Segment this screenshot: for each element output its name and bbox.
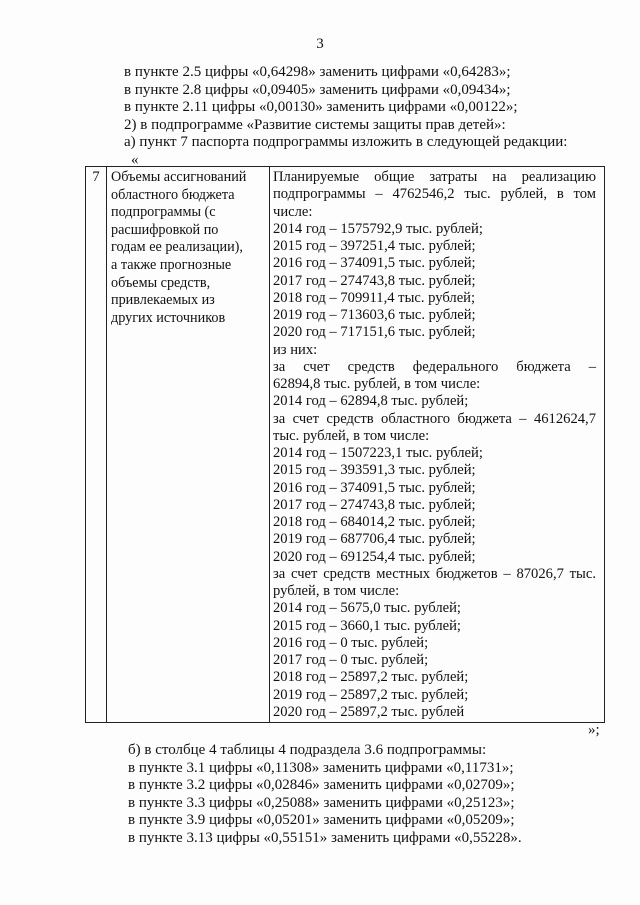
content-line: 62894,8 тыс. рублей, в том числе: <box>273 376 481 392</box>
content-line: 2014 год – 62894,8 тыс. рублей; <box>273 393 469 410</box>
content-line: 2015 год – 397251,4 тыс. рублей; <box>273 238 476 254</box>
item-name-line: расшифровкой по <box>111 221 219 238</box>
item-name-line: привлекаемых из <box>111 292 215 309</box>
item-name-line: объемы средств, <box>111 274 211 291</box>
content-line: 2018 год – 25897,2 тыс. рублей; <box>273 669 469 686</box>
content-line: 2019 год – 713603,6 тыс. рублей; <box>273 307 476 323</box>
table-row <box>86 167 605 723</box>
content-line: за счет средств местных бюджетов – 87026,7 тыс. <box>273 565 596 582</box>
intro-line: в пункте 2.11 цифры «0,00130» заменить цифрами «0,00122»; <box>124 99 518 116</box>
outro-line: б) в столбце 4 таблицы 4 подраздела 3.6 подпрограммы: <box>128 742 487 758</box>
content-line: 2017 год – 0 тыс. рублей; <box>273 652 429 668</box>
item-name-line: подпрограммы (с <box>111 204 216 221</box>
outro-line: в пункте 3.3 цифры «0,25088» заменить цифрами «0,25123»; <box>128 794 515 811</box>
content-line: 2018 год – 684014,2 тыс. рублей; <box>273 514 476 530</box>
content-line: 2017 год – 274743,8 тыс. рублей; <box>273 496 476 513</box>
content-line: 2020 год – 717151,6 тыс. рублей; <box>273 324 476 341</box>
page-number: 3 <box>316 36 324 52</box>
opening-quote: « <box>131 151 139 168</box>
closing-quote: »; <box>588 722 600 738</box>
item-name-line: Объемы ассигнований <box>111 169 247 185</box>
outro-line: в пункте 3.9 цифры «0,05201» заменить цифрами «0,05209»; <box>128 812 515 829</box>
content-line: 2019 год – 25897,2 тыс. рублей; <box>273 686 469 703</box>
content-line: 2016 год – 0 тыс. рублей; <box>273 634 429 651</box>
intro-line: в пункте 2.5 цифры «0,64298» заменить цифрами «0,64283»; <box>124 64 511 80</box>
content-line: 2015 год – 393591,3 тыс. рублей; <box>273 462 476 479</box>
content-line: числе: <box>273 203 313 220</box>
content-line: за счет средств федерального бюджета – <box>273 358 596 375</box>
content-line: 2014 год – 5675,0 тыс. рублей; <box>273 600 461 617</box>
item-name-line: а также прогнозные <box>111 256 232 273</box>
outro-paragraphs <box>128 742 628 848</box>
content-line: подпрограммы – 4762546,2 тыс. рублей, в том <box>273 186 596 203</box>
content-line: за счет средств областного бюджета – 4612624,7 <box>273 410 596 427</box>
item-name-line: годам ее реализации), <box>111 239 243 256</box>
content-line: Планируемые общие затраты на реализацию <box>273 169 596 185</box>
content-line: 2015 год – 3660,1 тыс. рублей; <box>273 617 461 634</box>
content-line: рублей, в том числе: <box>273 583 400 599</box>
outro-line: в пункте 3.1 цифры «0,11308» заменить цифрами «0,11731»; <box>128 759 514 776</box>
outro-line: в пункте 3.13 цифры «0,55151» заменить цифрами «0,55228». <box>128 829 522 846</box>
passport-table <box>85 166 605 723</box>
content-line: 2014 год – 1575792,9 тыс. рублей; <box>273 220 483 237</box>
intro-line: в пункте 2.8 цифры «0,09405» заменить цифрами «0,09434»; <box>124 81 511 98</box>
content-line: из них: <box>273 341 318 358</box>
content-line: 2017 год – 274743,8 тыс. рублей; <box>273 272 476 289</box>
content-line: 2020 год – 691254,4 тыс. рублей; <box>273 548 476 565</box>
content-line: 2016 год – 374091,5 тыс. рублей; <box>273 479 476 496</box>
item-name-cell <box>107 167 270 723</box>
row-number-cell: 7 <box>86 167 107 723</box>
item-name-line: других источников <box>111 309 226 326</box>
content-line: 2016 год – 374091,5 тыс. рублей; <box>273 255 476 272</box>
outro-line: в пункте 3.2 цифры «0,02846» заменить цифрами «0,02709»; <box>128 777 515 794</box>
item-name-line: областного бюджета <box>111 186 235 203</box>
content-line: тыс. рублей, в том числе: <box>273 427 430 444</box>
content-line: 2018 год – 709911,4 тыс. рублей; <box>273 289 476 306</box>
intro-paragraphs <box>124 64 624 170</box>
content-line: 2014 год – 1507223,1 тыс. рублей; <box>273 445 483 461</box>
item-content-cell <box>270 167 605 723</box>
intro-line: 2) в подпрограмме «Развитие системы защиты прав детей»: <box>124 116 506 133</box>
content-line: 2020 год – 25897,2 тыс. рублей <box>273 703 465 720</box>
intro-line: а) пункт 7 паспорта подпрограммы изложить в следующей редакции: <box>124 134 568 151</box>
content-line: 2019 год – 687706,4 тыс. рублей; <box>273 531 476 548</box>
